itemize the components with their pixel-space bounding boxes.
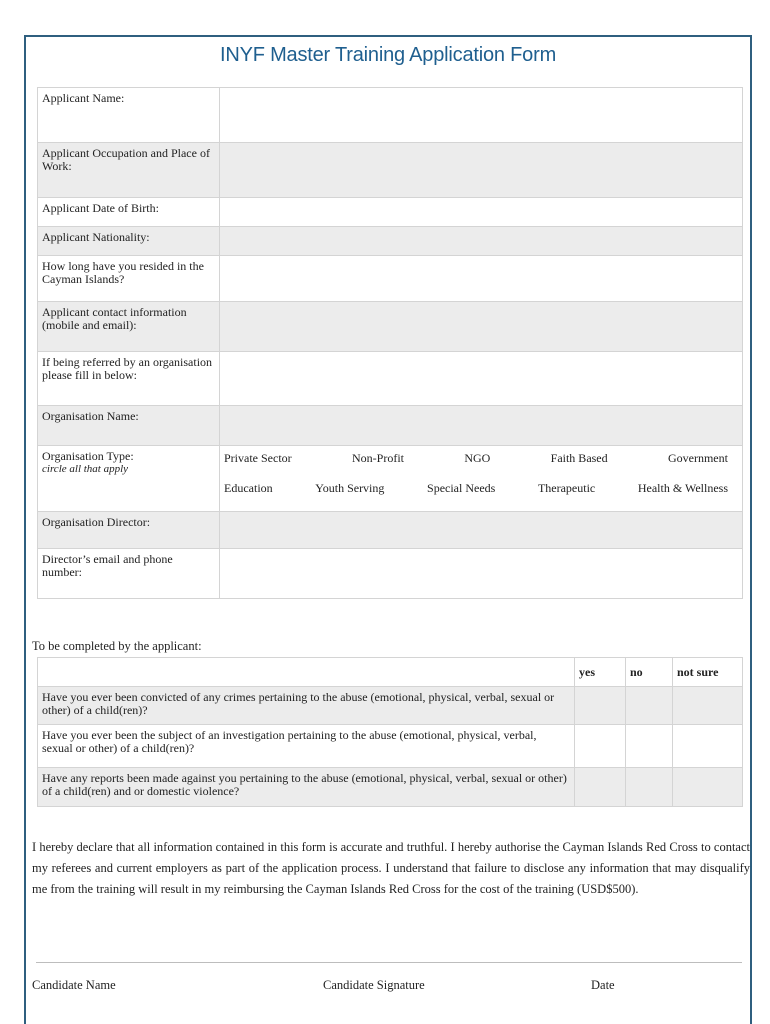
org-type-option[interactable]: Faith Based <box>550 451 608 465</box>
contact-label: Applicant contact information (mobile and email): <box>38 302 220 352</box>
yes-header: yes <box>575 658 626 687</box>
applicant-section-heading: To be completed by the applicant: <box>32 639 202 653</box>
answer-yes-cell[interactable] <box>575 687 626 725</box>
dob-field[interactable] <box>220 198 743 227</box>
org-name-label: Organisation Name: <box>38 406 220 446</box>
org-name-field[interactable] <box>220 406 743 446</box>
nationality-field[interactable] <box>220 227 743 256</box>
org-type-hint: circle all that apply <box>42 463 129 475</box>
question-header <box>38 658 575 687</box>
org-type-label-cell <box>38 446 220 512</box>
director-contact-label: Director’s email and phone number: <box>38 549 220 599</box>
org-type-row-2 <box>224 480 738 495</box>
answer-no-cell[interactable] <box>626 725 673 768</box>
org-director-field[interactable] <box>220 512 743 549</box>
org-type-option[interactable]: Therapeutic <box>537 481 596 495</box>
org-type-option[interactable]: Government <box>667 451 728 465</box>
question-text: Have any reports been made against you pertaining to the abuse (emotional, physical, verbal, sexual or other) of a child(ren) and or domestic violence? <box>38 768 575 807</box>
no-header: no <box>626 658 673 687</box>
answer-not-sure-cell[interactable] <box>673 768 743 807</box>
org-type-option[interactable]: Private Sector <box>224 451 292 465</box>
declaration-text: I hereby declare that all information contained in this form is accurate and truthful. I hereby authorise the Cayman Islands Red Cross to contact my referees and current employers as part of the application process. I understand that failure to disclose any information that may disqualify me from the training will result in my reimbursing the Cayman Islands Red Cross for the cost of the training (USD$500). <box>32 840 750 896</box>
occupation-field[interactable] <box>220 143 743 198</box>
org-type-option[interactable]: Health & Wellness <box>637 481 728 495</box>
answer-yes-cell[interactable] <box>575 725 626 768</box>
screening-questions-table <box>37 657 743 807</box>
org-type-option[interactable]: Special Needs <box>427 481 496 495</box>
question-text: Have you ever been convicted of any crimes pertaining to the abuse (emotional, physical, verbal, sexual or other) of a child(ren)? <box>38 687 575 725</box>
org-type-row-1 <box>224 450 738 465</box>
date-label: Date <box>591 978 615 992</box>
org-type-option[interactable]: Education <box>224 481 273 495</box>
residence-field[interactable] <box>220 256 743 302</box>
applicant-name-label: Applicant Name: <box>38 88 220 143</box>
referral-label: If being referred by an organisation please fill in below: <box>38 352 220 406</box>
referral-field <box>220 352 743 406</box>
org-director-label: Organisation Director: <box>38 512 220 549</box>
answer-not-sure-cell[interactable] <box>673 687 743 725</box>
applicant-name-field[interactable] <box>220 88 743 143</box>
director-contact-field[interactable] <box>220 549 743 599</box>
nationality-label: Applicant Nationality: <box>38 227 220 256</box>
org-type-options <box>220 446 743 512</box>
candidate-signature-label: Candidate Signature <box>323 978 425 992</box>
dob-label: Applicant Date of Birth: <box>38 198 220 227</box>
org-type-option[interactable]: Youth Serving <box>315 481 385 495</box>
residence-label: How long have you resided in the Cayman Islands? <box>38 256 220 302</box>
signature-line[interactable] <box>36 962 742 963</box>
not-sure-header: not sure <box>673 658 743 687</box>
answer-not-sure-cell[interactable] <box>673 725 743 768</box>
org-type-option[interactable]: NGO <box>464 451 491 465</box>
form-page <box>24 35 752 1024</box>
answer-no-cell[interactable] <box>626 768 673 807</box>
form-title: INYF Master Training Application Form <box>219 44 557 66</box>
question-text: Have you ever been the subject of an investigation pertaining to the abuse (emotional, physical, verbal, sexual or other) of a child(ren)? <box>38 725 575 768</box>
org-type-option[interactable]: Non-Profit <box>351 451 404 465</box>
candidate-name-label: Candidate Name <box>32 978 116 992</box>
applicant-details-table <box>37 87 743 599</box>
occupation-label: Applicant Occupation and Place of Work: <box>38 143 220 198</box>
answer-no-cell[interactable] <box>626 687 673 725</box>
org-type-label: Organisation Type: <box>42 449 134 463</box>
contact-field[interactable] <box>220 302 743 352</box>
answer-yes-cell[interactable] <box>575 768 626 807</box>
